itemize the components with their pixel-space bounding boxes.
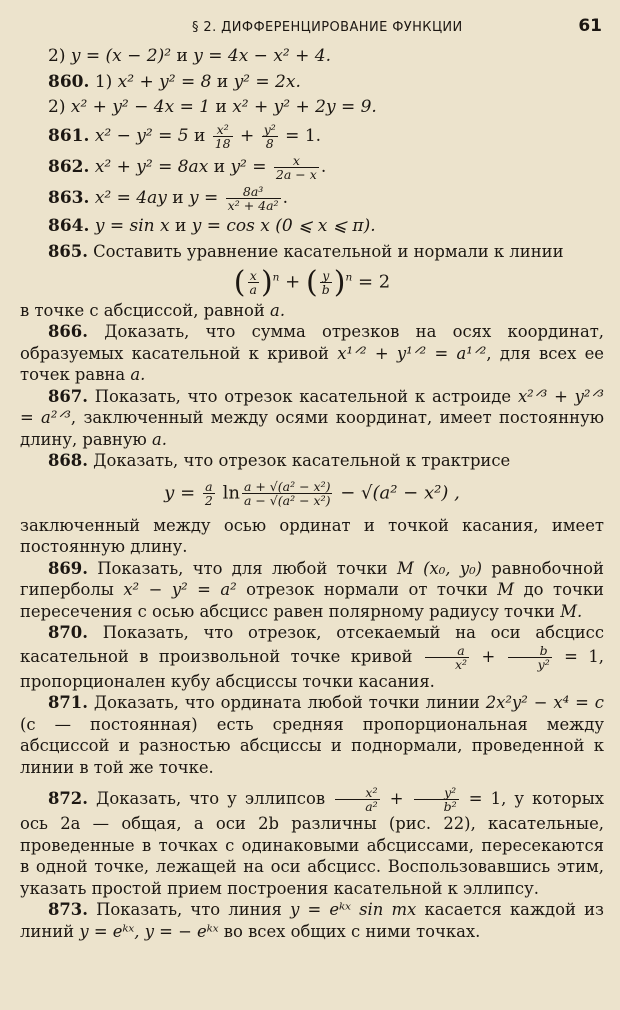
problem-868: 868. Доказать, что отрезок касательной к трактрисе <box>48 451 511 470</box>
problem-number: 863. <box>48 187 90 208</box>
fraction: $\frac{b}{\text{y²}}$ <box>508 644 552 671</box>
section-title: § 2. ДИФФЕРЕНЦИРОВАНИЕ ФУНКЦИИ <box>192 20 463 35</box>
problem-number: 870. <box>48 623 88 642</box>
fraction: $\frac{\text{a + √(a² − x²)}}{\text{a − √(a² − x²)}}$ <box>243 478 331 508</box>
problems-text <box>20 46 604 942</box>
fraction: $\frac{a}{\text{x²}}$ <box>425 644 469 671</box>
page-number: 61 <box>578 16 602 36</box>
problem-872: 872. Доказать, что у эллипсов $\frac{\text{x²}}{\text{a²}}$ + $\frac{\text{y²}}{\text{b²}}$ = 1, у которых ось 2a — общая, а оси 2b различны (рис. 22), касательные, проведенные в точках с одинаковыми абсциссами, пересекаются в одной точке, лежащей на оси абсцисс. Воспользовавшись этим, указать простой прием построения касательной к эллипсу. <box>20 785 604 898</box>
problem-number: 860. <box>48 71 90 92</box>
problem-number: 872. <box>48 789 88 808</box>
problem-number: 873. <box>48 900 88 919</box>
equation-868: y = $\frac{a}{2}$ ln $\frac{\text{a + √(a² − x²)}}{\text{a − √(a² − x²)}}$ − √(a² − x²) , <box>164 478 460 508</box>
fraction: $\frac{x}{a}$ <box>249 267 257 297</box>
problem-number: 868. <box>48 451 88 470</box>
problem-863: 863. x² = 4ay и y = $\frac{\text{8a³}}{\text{x² + 4a²}}$ . <box>48 183 288 213</box>
problem-868-cont: заключенный между осью ординат и точкой касания, имеет постоянную длину. <box>20 515 604 556</box>
fraction: $\frac{y}{b}$ <box>321 267 330 297</box>
fraction: $\frac{a}{2}$ <box>204 478 213 508</box>
problem-859-item2: 2) y = (x − 2)² и y = 4x − x² + 4. <box>48 46 332 66</box>
fraction: $\frac{\text{x²}}{\text{a²}}$ <box>335 786 379 813</box>
problem-864: 864. y = sin x и y = cos x (0 ⩽ x ⩽ π). <box>48 215 376 236</box>
problem-873: 873. Показать, что линия y = eᵏˣ sin mx касается каждой из линий y = eᵏˣ, y = − eᵏˣ во всех общих с ними точках. <box>20 900 604 941</box>
fraction: $\frac{\text{8a³}}{\text{x² + 4a²}}$ <box>227 183 279 213</box>
problem-862: 862. x² + y² = 8ax и y² = $\frac{x}{2a - x}$ . <box>48 152 327 182</box>
problem-number: 864. <box>48 215 90 236</box>
problem-number: 869. <box>48 558 88 578</box>
problem-number: 865. <box>48 242 88 261</box>
problem-number: 862. <box>48 156 90 177</box>
problem-number: 861. <box>48 125 90 146</box>
problem-860: 860. 1) x² + y² = 8 и y² = 2x. <box>48 71 301 92</box>
problem-number: 867. <box>48 386 88 406</box>
problem-867: 867. Показать, что отрезок касательной к астроиде x²ᐟ³ + y²ᐟ³ = a²ᐟ³, заключенный между осями координат, имеет постоянную длину, равную a. <box>20 386 605 449</box>
equation-865: ( $\frac{x}{a}$ )$^n$ + ( $\frac{y}{b}$ )$^n$ = 2 <box>233 264 391 300</box>
fraction: $\frac{\text{y²}}{\text{b²}}$ <box>414 786 459 813</box>
running-header <box>20 14 604 40</box>
fraction: $\frac{\text{x²}}{18}$ <box>214 121 231 151</box>
problem-865-cont: в точке с абсциссой, равной a. <box>20 300 286 320</box>
problem-869: 869. Показать, что для любой точки M (x₀, y₀) равнобочной гиперболы x² − y² = a² отрезок нормали от точки M до точки пересечения с осью абсцисс равен полярному радиусу точки M. <box>20 558 604 621</box>
problem-860-item2: 2) x² + y² − 4x = 1 и x² + y² + 2y = 9. <box>48 97 377 117</box>
fraction: $\frac{\text{y²}}{8}$ <box>263 121 276 151</box>
problem-861: 861. x² − y² = 5 и $\frac{\text{x²}}{18}$ + $\frac{\text{y²}}{8}$ = 1. <box>48 121 322 151</box>
problem-number: 866. <box>48 322 88 341</box>
problem-870: 870. Показать, что отрезок, отсекаемый на оси абсцисс касательной в произвольной точке кривой $\frac{a}{\text{x²}}$ + $\frac{b}{\text{y²}}$ = 1, пропорционален кубу абсциссы точки касания. <box>20 623 605 691</box>
problem-866: 866. Доказать, что сумма отрезков на осях координат, образуемых касательной к кривой x¹ᐟ² + y¹ᐟ² = a¹ᐟ², для всех ее точек равна a. <box>20 322 605 384</box>
fraction: $\frac{x}{2a - x}$ <box>275 152 317 182</box>
problem-871: 871. Доказать, что ордината любой точки линии 2x²y² − x⁴ = c (c — постоянная) есть средняя пропорциональная между абсциссой и разностью абсциссы и поднормали, проведенной к линии в той же точке. <box>20 693 604 777</box>
problem-number: 871. <box>48 693 88 712</box>
problem-865: 865. Составить уравнение касательной и нормали к линии <box>48 242 564 261</box>
